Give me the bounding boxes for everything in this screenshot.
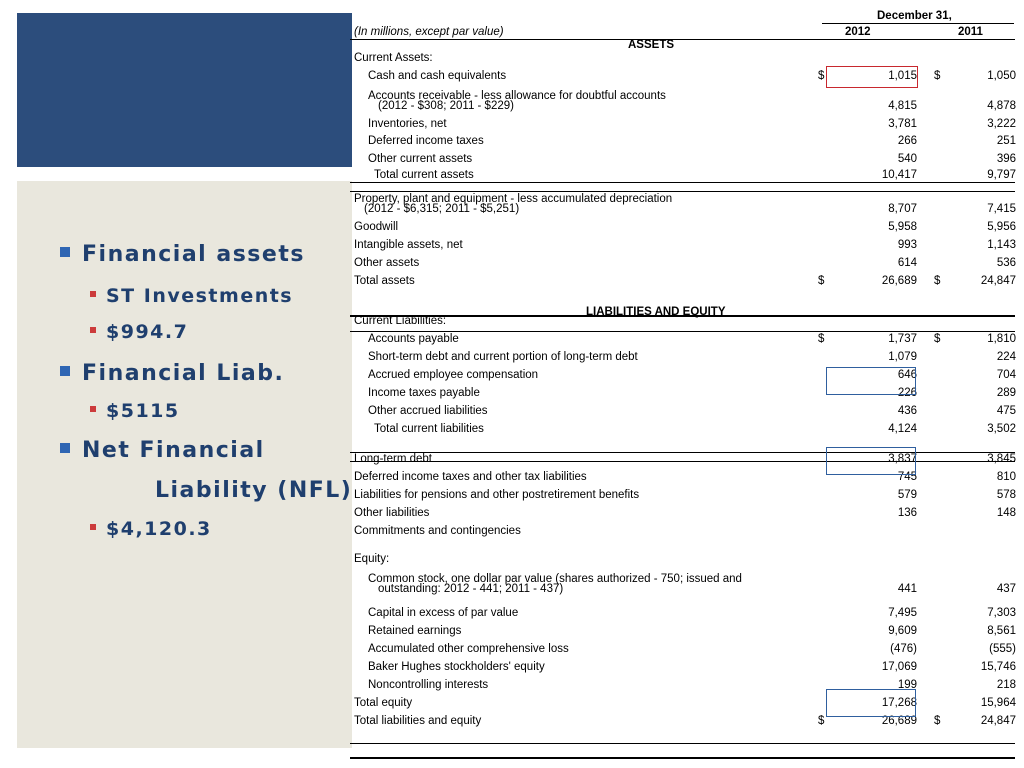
row-label: Income taxes payable [368,387,480,399]
row-label: Current Assets: [354,52,433,64]
bullet-square-icon [60,366,70,376]
table-rule [350,191,1015,192]
value-2012: 26,689 [881,715,917,727]
row-label: Total current liabilities [374,423,484,435]
value-2011: 24,847 [980,275,1016,287]
value-2011: 396 [996,153,1016,165]
value-2012: (476) [890,643,917,655]
row-label: Current Liabilities: [354,315,447,327]
value-2011: 578 [996,489,1016,501]
row-label: Goodwill [354,221,399,233]
table-rule [350,331,1015,332]
value-2012: 10,417 [881,169,917,181]
row-label: Baker Hughes stockholders' equity [368,661,545,673]
dollar-sign-2011: $ [934,333,941,345]
value-2012: 199 [897,679,917,691]
dollar-sign-2012: $ [818,275,825,287]
value-2012: 7,495 [888,607,917,619]
row-label-continued: (2012 - $308; 2011 - $229) [378,100,514,112]
value-2011: 8,561 [987,625,1016,637]
dollar-sign-2011: $ [934,275,941,287]
row-label: Other assets [354,257,420,269]
dollar-sign-2012: $ [818,715,825,727]
lt-debt-highlight-box [826,447,916,475]
row-label: Intangible assets, net [354,239,463,251]
dollar-sign-2012: $ [818,70,825,82]
value-2011: 3,502 [987,423,1016,435]
value-2012: 1,079 [888,351,917,363]
value-2011: 24,847 [980,715,1016,727]
bullet-fa-value [90,321,188,343]
bullet-financial-liab [60,361,284,386]
bullet-square-icon [90,327,96,333]
liab-header: LIABILITIES AND EQUITY [586,306,726,318]
st-debt-highlight-box [826,367,916,395]
value-2012: 4,815 [888,100,917,112]
value-2012: 136 [897,507,917,519]
row-label: Deferred income taxes and other tax liabilities [354,471,587,483]
year-2011: 2011 [958,26,983,38]
value-2011: 1,050 [987,70,1016,82]
value-2011: 7,303 [987,607,1016,619]
bullet-fl-value [90,400,180,422]
value-2012: 5,958 [888,221,917,233]
bullet-nfl-cont [155,478,352,503]
table-rule [350,315,1015,317]
bullet-text: Net Financial [82,438,265,463]
value-2012: 1,737 [888,333,917,345]
value-2012: 17,069 [881,661,917,673]
value-2012: 9,609 [888,625,917,637]
row-label: Inventories, net [368,118,447,130]
row-label: Other accrued liabilities [368,405,488,417]
bullet-text: $994.7 [106,321,189,343]
value-2012: 17,268 [881,697,917,709]
period-header: December 31, [877,10,952,22]
dollar-sign-2011: $ [934,70,941,82]
value-2011: 1,810 [987,333,1016,345]
bullet-text: Liability (NFL) [155,478,353,503]
row-label: Total equity [354,697,413,709]
value-2011: 218 [996,679,1016,691]
value-2011: 1,143 [987,239,1016,251]
assets-header: ASSETS [628,39,675,51]
bullet-square-icon [60,443,70,453]
value-2011: 437 [996,583,1016,595]
row-label: Accounts receivable - less allowance for doubtful accounts [368,90,666,102]
value-2011: 7,415 [987,203,1016,215]
row-label: Deferred income taxes [368,135,484,147]
units-note: (In millions, except par value) [354,26,504,38]
value-2012: 646 [897,369,917,381]
bullet-text: ST Investments [106,285,294,307]
row-label-continued: (2012 - $6,315; 2011 - $5,251) [364,203,520,215]
row-label: Short-term debt and current portion of long-term debt [368,351,638,363]
row-label: Accumulated other comprehensive loss [368,643,569,655]
value-2011: 15,746 [980,661,1016,673]
row-label: Long-term debt [354,453,432,465]
row-label: Accrued employee compensation [368,369,539,381]
dollar-sign-2012: $ [818,333,825,345]
table-rule [350,743,1015,744]
value-2012: 579 [897,489,917,501]
value-2012: 3,781 [888,118,917,130]
value-2012: 436 [897,405,917,417]
value-2011: (555) [989,643,1016,655]
value-2012: 540 [897,153,917,165]
value-2012: 8,707 [888,203,917,215]
row-label: Accounts payable [368,333,459,345]
bullet-nfl-value [90,518,212,540]
header-underline [350,39,1015,40]
dollar-sign-2011: $ [934,715,941,727]
row-label: Capital in excess of par value [368,607,519,619]
value-2012: 3,837 [888,453,917,465]
value-2012: 993 [897,239,917,251]
cash-highlight-box [826,66,918,88]
row-label: Total current assets [374,169,474,181]
bullet-nfl [60,438,265,463]
row-label: Cash and cash equivalents [368,70,507,82]
value-2011: 224 [996,351,1016,363]
value-2012: 745 [897,471,917,483]
row-label: Retained earnings [368,625,462,637]
value-2012: 614 [897,257,917,269]
value-2012: 226 [897,387,917,399]
value-2011: 3,222 [987,118,1016,130]
bullet-square-icon [90,406,96,412]
value-2011: 251 [996,135,1016,147]
year-2012: 2012 [845,26,871,38]
value-2011: 536 [996,257,1016,269]
value-2012: 4,124 [888,423,917,435]
row-label: Equity: [354,553,390,565]
table-rule [350,182,1015,183]
title-block [17,13,352,167]
row-label: Total assets [354,275,415,287]
table-rule [350,757,1015,759]
bullet-text: $4,120.3 [106,518,212,540]
value-2012: 26,689 [881,275,917,287]
bullet-text: Financial Liab. [82,361,285,386]
value-2011: 475 [996,405,1016,417]
value-2011: 148 [996,507,1016,519]
value-2012: 1,015 [888,70,917,82]
bullet-text: $5115 [106,400,180,422]
bullet-text: Financial assets [82,242,305,267]
bullet-square-icon [90,291,96,297]
value-2011: 810 [996,471,1016,483]
bullet-st-investments [90,285,293,307]
header-rule [822,23,1014,24]
bullet-square-icon [60,247,70,257]
value-2011: 9,797 [987,169,1016,181]
value-2012: 441 [897,583,917,595]
row-label: Common stock, one dollar par value (shares authorized - 750; issued and [368,573,742,585]
bullet-square-icon [90,524,96,530]
noncontrolling-highlight-box [826,689,916,717]
value-2011: 5,956 [987,221,1016,233]
value-2011: 4,878 [987,100,1016,112]
row-label: Commitments and contingencies [354,525,521,537]
balance-sheet [350,10,1020,748]
bullet-financial-assets [60,242,305,267]
row-label: Total liabilities and equity [354,715,482,727]
value-2011: 704 [996,369,1016,381]
row-label-continued: outstanding: 2012 - 441; 2011 - 437) [378,583,564,595]
value-2011: 289 [996,387,1016,399]
value-2011: 15,964 [980,697,1016,709]
value-2011: 3,845 [987,453,1016,465]
value-2012: 266 [897,135,917,147]
row-label: Noncontrolling interests [368,679,489,691]
row-label: Other liabilities [354,507,430,519]
row-label: Property, plant and equipment - less accumulated depreciation [354,193,673,205]
row-label: Liabilities for pensions and other postretirement benefits [354,489,640,501]
row-label: Other current assets [368,153,473,165]
